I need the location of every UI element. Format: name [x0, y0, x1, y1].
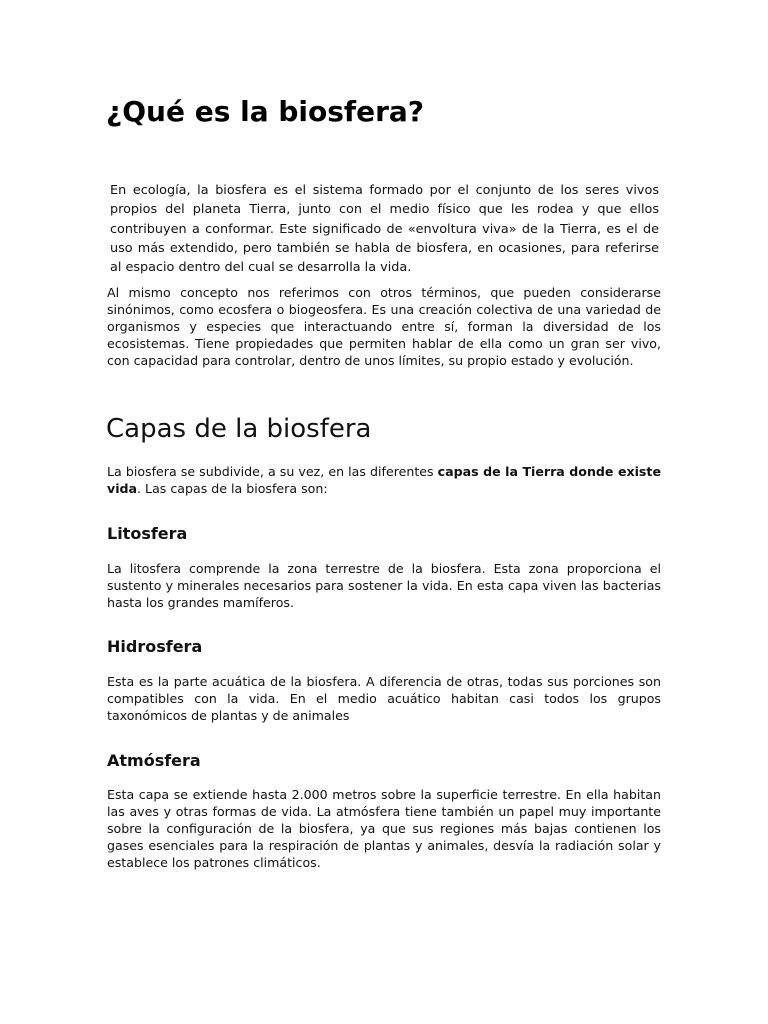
paragraph-hidrosfera: Esta es la parte acuática de la biosfera. A diferencia de otras, todas sus porciones son compatibles con la vida. En el medio acuático habitan casi todos los grupos taxonómicos de plantas y de animales: [107, 674, 661, 723]
section-intro-text-after: . Las capas de la biosfera son:: [137, 481, 328, 496]
section-intro-bold-text: capas de la Tierra donde existe vida: [107, 464, 661, 496]
section-intro-text-before: La biosfera se subdivide, a su vez, en las diferentes: [107, 464, 438, 479]
intro-paragraph: En ecología, la biosfera es el sistema formado por el conjunto de los seres vivos propios del planeta Tierra, junto con el medio físico que les rodea y que ellos contribuyen a conformar. Este significado de «envoltura viva» de la Tierra, es el de uso más extendido, pero también se habla de biosfera, en ocasiones, para referirse al espacio dentro del cual se desarrolla la vida.: [110, 183, 659, 276]
paragraph-synonyms: Al mismo concepto nos referimos con otros términos, que pueden considerarse sinónimos, como ecosfera o biogeosfera. Es una creación colectiva de una variedad de organismos y especies que interactuando entre sí, forman la diversidad de los ecosistemas. Tiene propiedades que permiten hablar de ella como un gran ser vivo, con capacidad para controlar, dentro de unos límites, su propio estado y evolución.: [107, 285, 661, 368]
paragraph-litosfera: La litosfera comprende la zona terrestre de la biosfera. Esta zona proporciona el sustento y minerales necesarios para sostener la vida. En esta capa viven las bacterias hasta los grandes mamíferos.: [107, 561, 661, 610]
heading-litosfera: Litosfera: [107, 524, 188, 543]
paragraph-atmosfera: Esta capa se extiende hasta 2.000 metros sobre la superficie terrestre. En ella habitan las aves y otras formas de vida. La atmósfera tiene también un papel muy importante sobre la configuración de la biosfera, ya que sus regiones más bajas contienen los gases esenciales para la respiración de plantas y animales, desvía la radiación solar y establece los patrones climáticos.: [107, 787, 661, 870]
heading-hidrosfera: Hidrosfera: [107, 637, 203, 656]
section-intro-paragraph: [107, 463, 661, 497]
section-title-capas: Capas de la biosfera: [106, 414, 372, 444]
heading-atmosfera: Atmósfera: [107, 751, 201, 770]
page-title: ¿Qué es la biosfera?: [106, 95, 425, 128]
